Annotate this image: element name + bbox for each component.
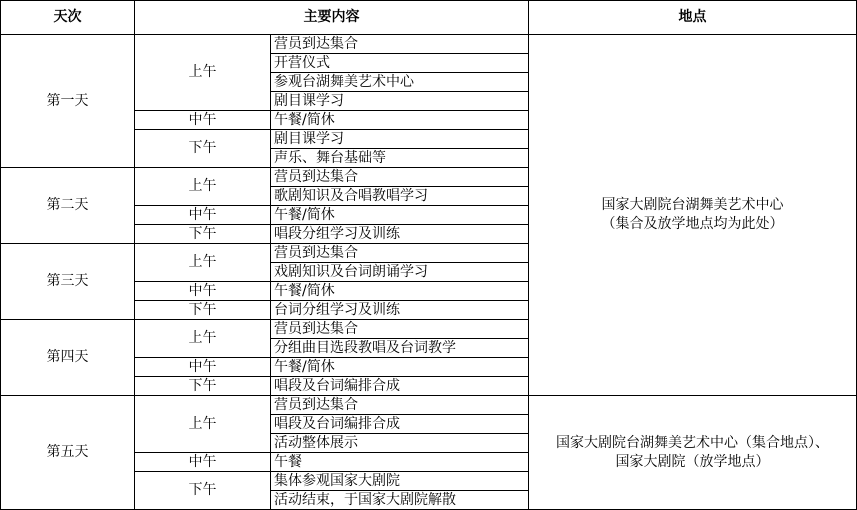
activity-item: 午餐/简休 <box>271 282 529 301</box>
slot-label: 下午 <box>135 301 271 320</box>
slot-label: 下午 <box>135 472 271 510</box>
day-label: 第五天 <box>1 396 135 510</box>
location-line: 国家大剧院（放学地点） <box>615 453 770 470</box>
activity-item: 唱段及台词编排合成 <box>271 415 529 434</box>
activity-item: 唱段分组学习及训练 <box>271 225 529 244</box>
slot-label: 中午 <box>135 282 271 301</box>
activity-item: 歌剧知识及合唱教唱学习 <box>271 187 529 206</box>
slot-label: 中午 <box>135 453 271 472</box>
location-cell <box>529 396 857 510</box>
slot-label: 中午 <box>135 358 271 377</box>
activity-item: 营员到达集合 <box>271 320 529 339</box>
slot-label: 下午 <box>135 225 271 244</box>
slot-label: 上午 <box>135 396 271 453</box>
header-day: 天次 <box>1 1 135 35</box>
day-label: 第四天 <box>1 320 135 396</box>
table-row <box>1 396 857 415</box>
slot-label: 下午 <box>135 130 271 168</box>
header-row <box>1 1 857 35</box>
activity-item: 午餐/简休 <box>271 358 529 377</box>
activity-item: 开营仪式 <box>271 54 529 73</box>
activity-item: 戏剧知识及台词朗诵学习 <box>271 263 529 282</box>
activity-item: 集体参观国家大剧院 <box>271 472 529 491</box>
activity-item: 营员到达集合 <box>271 168 529 187</box>
activity-item: 活动结束，于国家大剧院解散 <box>271 491 529 510</box>
day-label: 第一天 <box>1 35 135 168</box>
table-row <box>1 35 857 54</box>
location-line: （集合及放学地点均为此处） <box>601 216 784 232</box>
activity-item: 分组曲目选段教唱及台词教学 <box>271 339 529 358</box>
header-content: 主要内容 <box>135 1 529 35</box>
activity-item: 台词分组学习及训练 <box>271 301 529 320</box>
slot-label: 上午 <box>135 320 271 358</box>
activity-item: 活动整体展示 <box>271 434 529 453</box>
activity-item: 营员到达集合 <box>271 244 529 263</box>
activity-item: 参观台湖舞美艺术中心 <box>271 73 529 92</box>
slot-label: 中午 <box>135 206 271 225</box>
header-location: 地点 <box>529 1 857 35</box>
slot-label: 上午 <box>135 244 271 282</box>
location-line: 国家大剧院台湖舞美艺术中心（集合地点）、 <box>556 434 829 451</box>
activity-item: 营员到达集合 <box>271 35 529 54</box>
slot-label: 中午 <box>135 111 271 130</box>
activity-item: 剧目课学习 <box>271 92 529 111</box>
slot-label: 上午 <box>135 35 271 111</box>
activity-item: 唱段及台词编排合成 <box>271 377 529 396</box>
slot-label: 上午 <box>135 168 271 206</box>
location-line: 国家大剧院台湖舞美艺术中心 <box>601 197 784 213</box>
activity-item: 声乐、舞台基础等 <box>271 149 529 168</box>
day-label: 第二天 <box>1 168 135 244</box>
activity-item: 剧目课学习 <box>271 130 529 149</box>
activity-item: 午餐/简休 <box>271 111 529 130</box>
location-cell <box>529 35 857 396</box>
activity-item: 午餐/简休 <box>271 206 529 225</box>
day-label: 第三天 <box>1 244 135 320</box>
activity-item: 营员到达集合 <box>271 396 529 415</box>
slot-label: 下午 <box>135 377 271 396</box>
activity-item: 午餐 <box>271 453 529 472</box>
